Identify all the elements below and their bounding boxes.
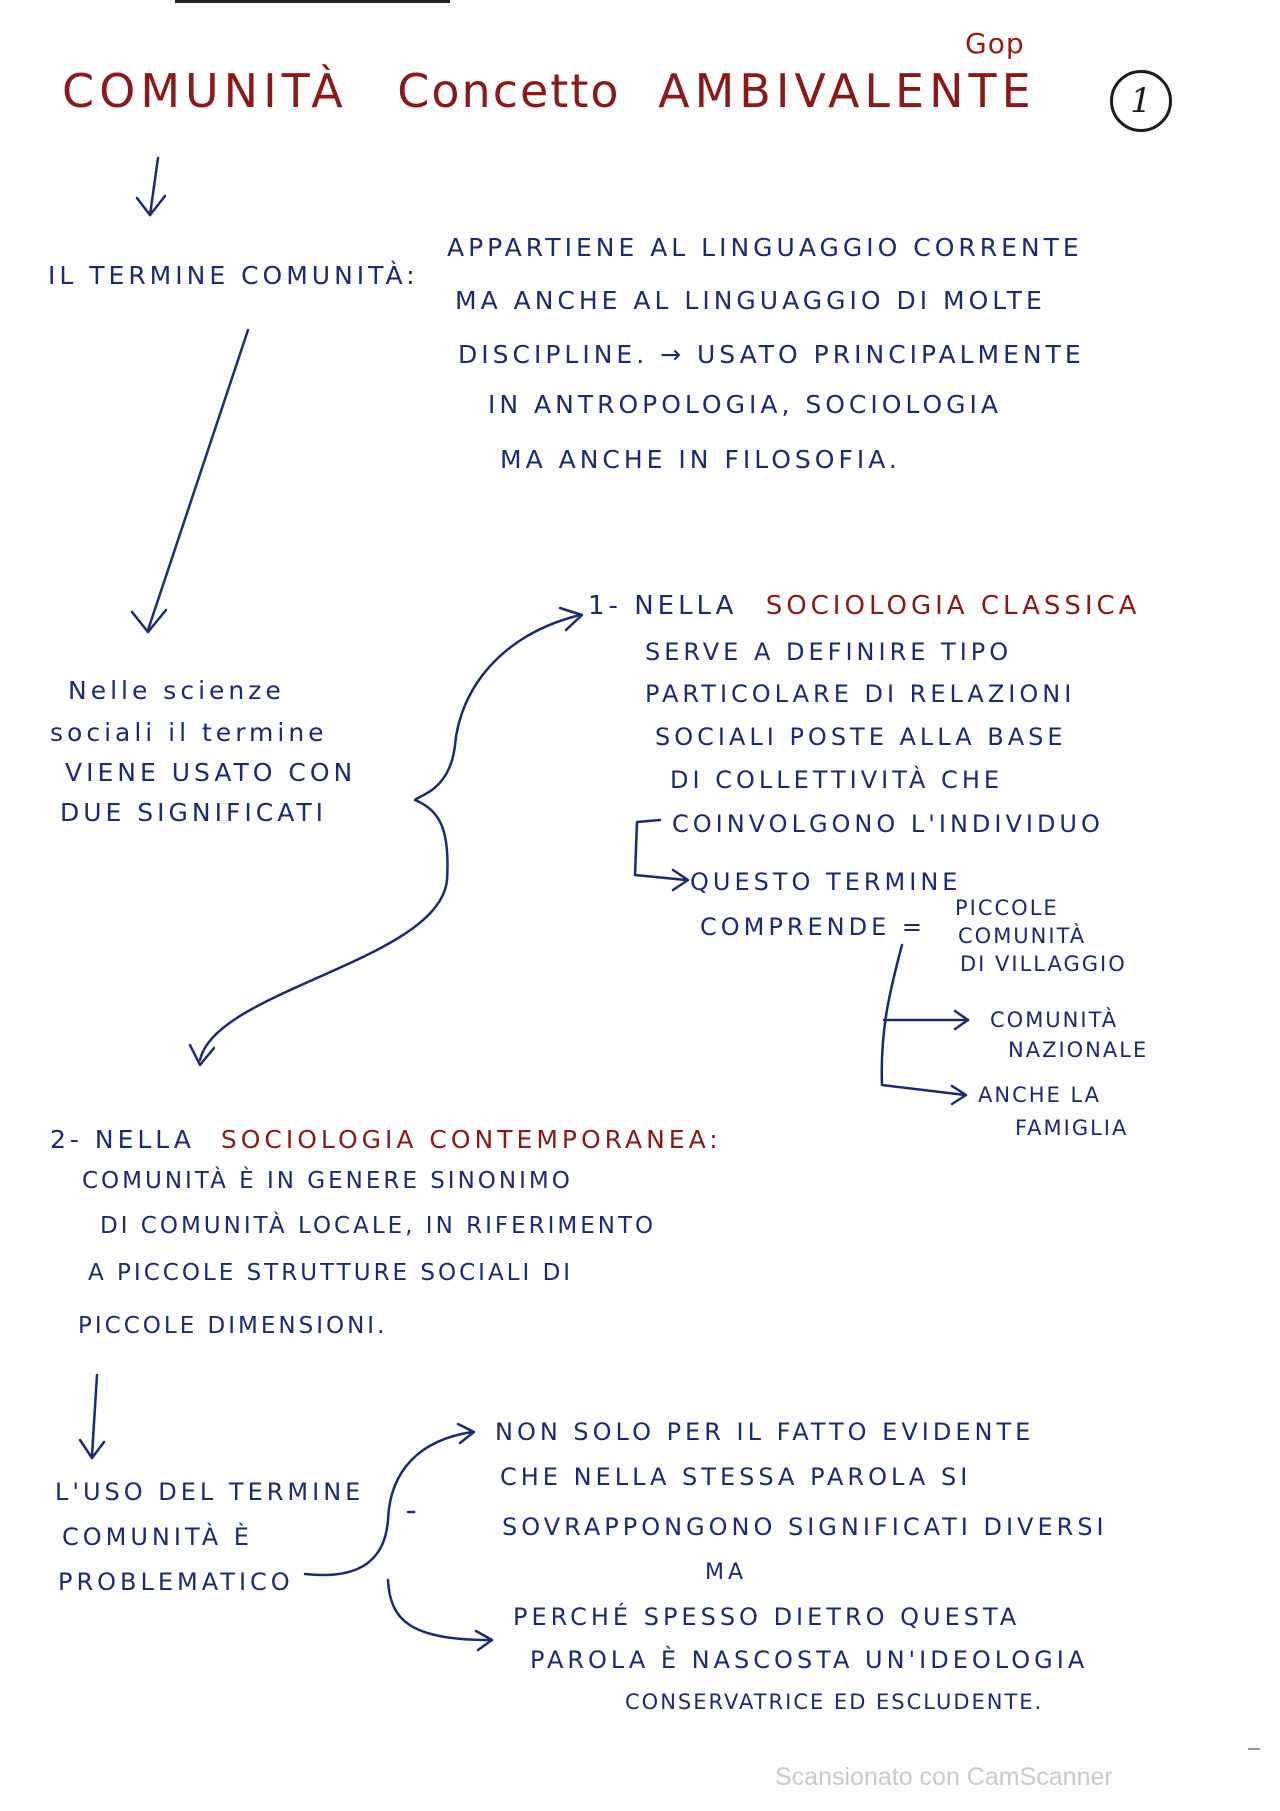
camscanner-watermark: Scansionato con CamScanner xyxy=(775,1763,1113,1791)
title-word-comunita: COMUNITÀ xyxy=(62,64,348,118)
branch1-line-2: CHE NELLA STESSA PAROLA SI xyxy=(500,1463,972,1491)
contemporary-highlight: SOCIOLOGIA CONTEMPORANEA: xyxy=(220,1125,722,1154)
social-line-2: sociali il termine xyxy=(50,718,328,747)
contemporary-line-4: PICCOLE DIMENSIONI. xyxy=(78,1313,388,1339)
social-line-1: Nelle scienze xyxy=(68,676,285,705)
problem-line-2: COMUNITÀ È xyxy=(62,1523,253,1551)
classic-line-1: SERVE A DEFINIRE TIPO xyxy=(645,638,1013,666)
title-word-concetto: Concetto xyxy=(397,64,621,118)
branch2-line-1: PERCHÉ SPESSO DIETRO QUESTA xyxy=(513,1603,1021,1631)
branch2-line-3: CONSERVATRICE ED ESCLUDENTE. xyxy=(625,1690,1044,1714)
item-2-line-2: NAZIONALE xyxy=(1008,1038,1149,1062)
branch1-line-3: SOVRAPPONGONO SIGNIFICATI DIVERSI xyxy=(502,1513,1108,1541)
term-line-1: APPARTIENE AL LINGUAGGIO CORRENTE xyxy=(447,233,1083,262)
page-number-circle: 1 xyxy=(1110,70,1172,132)
classic-comprende: COMPRENDE = xyxy=(700,913,927,941)
item-2-line-1: COMUNITÀ xyxy=(990,1008,1119,1032)
contemporary-line-1: COMUNITÀ È IN GENERE SINONIMO xyxy=(82,1168,573,1194)
brace-social xyxy=(200,615,580,1060)
classic-line-5: COINVOLGONO L'INDIVIDUO xyxy=(672,810,1104,838)
term-label: IL TERMINE COMUNITÀ: xyxy=(48,261,419,290)
classic-line-2: PARTICOLARE DI RELAZIONI xyxy=(645,680,1076,708)
term-line-5: MA ANCHE IN FILOSOFIA. xyxy=(500,445,901,474)
term-line-2: MA ANCHE AL LINGUAGGIO DI MOLTE xyxy=(455,286,1046,315)
classic-prefix: 1- NELLA xyxy=(588,591,738,621)
item-3-line-1: ANCHE LA xyxy=(978,1083,1102,1107)
classic-line-4: DI COLLETTIVITÀ CHE xyxy=(670,766,1004,794)
problem-line-3: PROBLEMATICO xyxy=(58,1568,294,1596)
branch2-line-2: PAROLA È NASCOSTA UN'IDEOLOGIA xyxy=(530,1646,1089,1674)
contemporary-line-2: DI COMUNITÀ LOCALE, IN RIFERIMENTO xyxy=(100,1213,657,1239)
corner-annotation: Gop xyxy=(965,27,1025,60)
title-word-ambivalente: AMBIVALENTE xyxy=(658,64,1036,118)
bracket-classic xyxy=(635,820,686,880)
social-line-4: DUE SIGNIFICATI xyxy=(60,798,327,827)
classic-highlight: SOCIOLOGIA CLASSICA xyxy=(765,591,1141,621)
social-line-3: VIENE USATO CON xyxy=(65,758,357,787)
arrow-problem-branches xyxy=(305,1432,472,1575)
term-line-4: IN ANTROPOLOGIA, SOCIOLOGIA xyxy=(488,390,1002,419)
item-3-line-2: FAMIGLIA xyxy=(1015,1116,1129,1140)
arrow-contemporary-down xyxy=(92,1375,97,1455)
classic-sub-label: QUESTO TERMINE xyxy=(690,868,962,896)
item-1-line-2: COMUNITÀ xyxy=(958,924,1087,948)
connector-ma: MA xyxy=(705,1560,748,1585)
bottom-edge-mark xyxy=(1248,1748,1260,1750)
classic-line-3: SOCIALI POSTE ALLA BASE xyxy=(655,723,1067,751)
contemporary-line-3: A PICCOLE STRUTTURE SOCIALI DI xyxy=(88,1260,574,1286)
item-1-line-1: PICCOLE xyxy=(955,896,1059,920)
arrow-term-to-social xyxy=(148,330,248,630)
branch1-line-1: NON SOLO PER IL FATTO EVIDENTE xyxy=(495,1418,1035,1446)
tree-comprende xyxy=(882,945,902,1085)
term-line-3: DISCIPLINE. → USATO PRINCIPALMENTE xyxy=(458,340,1085,369)
item-1-line-3: DI VILLAGGIO xyxy=(960,952,1127,976)
contemporary-prefix: 2- NELLA xyxy=(50,1125,195,1154)
problem-line-1: L'USO DEL TERMINE xyxy=(55,1478,365,1506)
